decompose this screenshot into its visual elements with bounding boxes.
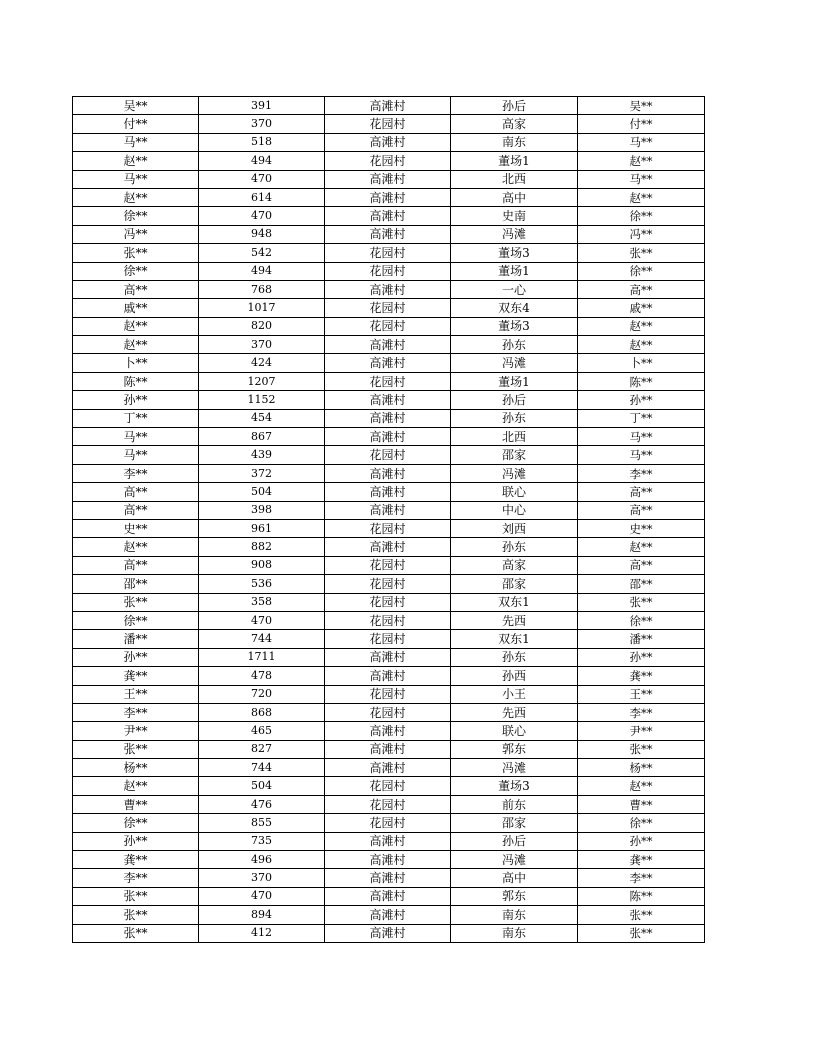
village-cell: 高滩村	[325, 887, 451, 905]
name-cell: 孙**	[73, 391, 199, 409]
village-cell: 高滩村	[325, 133, 451, 151]
table-row	[73, 115, 705, 133]
recipient-cell: 吴**	[578, 97, 705, 115]
amount-cell: 470	[199, 611, 325, 629]
village-cell: 高滩村	[325, 740, 451, 758]
name-cell: 戚**	[73, 299, 199, 317]
amount-cell: 496	[199, 851, 325, 869]
name-cell: 高**	[73, 483, 199, 501]
table-row	[73, 354, 705, 372]
recipient-cell: 赵**	[578, 538, 705, 556]
village-cell: 花园村	[325, 593, 451, 611]
table-row	[73, 170, 705, 188]
table-row	[73, 464, 705, 482]
amount-cell: 412	[199, 924, 325, 942]
group-cell: 先西	[451, 703, 578, 721]
name-cell: 马**	[73, 446, 199, 464]
group-cell: 董场3	[451, 317, 578, 335]
amount-cell: 882	[199, 538, 325, 556]
name-cell: 陈**	[73, 372, 199, 390]
group-cell: 孙后	[451, 97, 578, 115]
recipient-cell: 李**	[578, 869, 705, 887]
amount-cell: 518	[199, 133, 325, 151]
name-cell: 冯**	[73, 225, 199, 243]
amount-cell: 768	[199, 280, 325, 298]
recipient-cell: 高**	[578, 556, 705, 574]
village-cell: 高滩村	[325, 538, 451, 556]
name-cell: 张**	[73, 906, 199, 924]
table-row	[73, 924, 705, 942]
name-cell: 邵**	[73, 575, 199, 593]
recipient-cell: 孙**	[578, 391, 705, 409]
group-cell: 中心	[451, 501, 578, 519]
village-cell: 高滩村	[325, 170, 451, 188]
group-cell: 高中	[451, 869, 578, 887]
recipient-cell: 李**	[578, 703, 705, 721]
recipient-cell: 潘**	[578, 630, 705, 648]
village-cell: 花园村	[325, 446, 451, 464]
recipient-cell: 王**	[578, 685, 705, 703]
name-cell: 赵**	[73, 317, 199, 335]
village-cell: 花园村	[325, 685, 451, 703]
group-cell: 高家	[451, 556, 578, 574]
village-cell: 花园村	[325, 556, 451, 574]
name-cell: 张**	[73, 593, 199, 611]
recipient-cell: 徐**	[578, 207, 705, 225]
amount-cell: 1711	[199, 648, 325, 666]
name-cell: 马**	[73, 428, 199, 446]
recipient-cell: 马**	[578, 170, 705, 188]
table-row	[73, 428, 705, 446]
name-cell: 张**	[73, 887, 199, 905]
village-cell: 高滩村	[325, 280, 451, 298]
group-cell: 冯滩	[451, 354, 578, 372]
recipient-cell: 丁**	[578, 409, 705, 427]
table-row	[73, 648, 705, 666]
amount-cell: 720	[199, 685, 325, 703]
amount-cell: 504	[199, 777, 325, 795]
table-row	[73, 722, 705, 740]
village-cell: 高滩村	[325, 759, 451, 777]
name-cell: 龚**	[73, 667, 199, 685]
name-cell: 高**	[73, 501, 199, 519]
group-cell: 郭东	[451, 887, 578, 905]
group-cell: 高家	[451, 115, 578, 133]
table-row	[73, 538, 705, 556]
name-cell: 孙**	[73, 832, 199, 850]
village-cell: 高滩村	[325, 207, 451, 225]
group-cell: 董场3	[451, 244, 578, 262]
village-cell: 高滩村	[325, 464, 451, 482]
group-cell: 一心	[451, 280, 578, 298]
village-cell: 高滩村	[325, 391, 451, 409]
group-cell: 双东1	[451, 630, 578, 648]
village-cell: 花园村	[325, 814, 451, 832]
recipient-cell: 赵**	[578, 152, 705, 170]
village-cell: 花园村	[325, 244, 451, 262]
table-row	[73, 409, 705, 427]
recipient-cell: 龚**	[578, 667, 705, 685]
table-row	[73, 501, 705, 519]
amount-cell: 494	[199, 262, 325, 280]
group-cell: 史南	[451, 207, 578, 225]
village-cell: 高滩村	[325, 501, 451, 519]
group-cell: 小王	[451, 685, 578, 703]
village-cell: 花园村	[325, 152, 451, 170]
group-cell: 北西	[451, 428, 578, 446]
amount-cell: 820	[199, 317, 325, 335]
group-cell: 邵家	[451, 446, 578, 464]
recipient-cell: 冯**	[578, 225, 705, 243]
group-cell: 董场1	[451, 152, 578, 170]
recipient-cell: 张**	[578, 924, 705, 942]
group-cell: 冯滩	[451, 851, 578, 869]
recipient-cell: 马**	[578, 428, 705, 446]
name-cell: 徐**	[73, 814, 199, 832]
village-cell: 高滩村	[325, 428, 451, 446]
table-row	[73, 133, 705, 151]
name-cell: 张**	[73, 740, 199, 758]
village-cell: 花园村	[325, 611, 451, 629]
village-cell: 花园村	[325, 299, 451, 317]
village-cell: 高滩村	[325, 851, 451, 869]
table-row	[73, 519, 705, 537]
village-cell: 高滩村	[325, 409, 451, 427]
name-cell: 赵**	[73, 152, 199, 170]
recipient-cell: 徐**	[578, 611, 705, 629]
name-cell: 丁**	[73, 409, 199, 427]
amount-cell: 398	[199, 501, 325, 519]
recipient-cell: 曹**	[578, 795, 705, 813]
name-cell: 马**	[73, 133, 199, 151]
recipient-cell: 马**	[578, 446, 705, 464]
table-row	[73, 575, 705, 593]
table-row	[73, 207, 705, 225]
amount-cell: 1017	[199, 299, 325, 317]
recipient-cell: 高**	[578, 501, 705, 519]
amount-cell: 744	[199, 630, 325, 648]
village-cell: 高滩村	[325, 97, 451, 115]
table-row	[73, 703, 705, 721]
amount-cell: 470	[199, 207, 325, 225]
village-cell: 花园村	[325, 519, 451, 537]
name-cell: 赵**	[73, 777, 199, 795]
table-row	[73, 97, 705, 115]
group-cell: 冯滩	[451, 464, 578, 482]
recipient-cell: 陈**	[578, 372, 705, 390]
recipient-cell: 张**	[578, 740, 705, 758]
village-cell: 高滩村	[325, 354, 451, 372]
village-cell: 高滩村	[325, 869, 451, 887]
amount-cell: 470	[199, 887, 325, 905]
name-cell: 赵**	[73, 538, 199, 556]
table-row	[73, 832, 705, 850]
group-cell: 前东	[451, 795, 578, 813]
amount-cell: 894	[199, 906, 325, 924]
amount-cell: 961	[199, 519, 325, 537]
amount-cell: 494	[199, 152, 325, 170]
name-cell: 龚**	[73, 851, 199, 869]
amount-cell: 536	[199, 575, 325, 593]
amount-cell: 370	[199, 869, 325, 887]
name-cell: 张**	[73, 924, 199, 942]
village-cell: 花园村	[325, 317, 451, 335]
village-cell: 高滩村	[325, 483, 451, 501]
group-cell: 联心	[451, 722, 578, 740]
recipient-cell: 戚**	[578, 299, 705, 317]
recipient-cell: 赵**	[578, 188, 705, 206]
group-cell: 先西	[451, 611, 578, 629]
group-cell: 北西	[451, 170, 578, 188]
name-cell: 赵**	[73, 188, 199, 206]
group-cell: 冯滩	[451, 759, 578, 777]
amount-cell: 470	[199, 170, 325, 188]
name-cell: 卜**	[73, 354, 199, 372]
table-row	[73, 280, 705, 298]
group-cell: 刘西	[451, 519, 578, 537]
table-body	[73, 97, 705, 943]
table-row	[73, 611, 705, 629]
recipient-cell: 马**	[578, 133, 705, 151]
table-row	[73, 887, 705, 905]
amount-cell: 948	[199, 225, 325, 243]
amount-cell: 372	[199, 464, 325, 482]
table-row	[73, 851, 705, 869]
recipient-cell: 孙**	[578, 832, 705, 850]
group-cell: 孙东	[451, 648, 578, 666]
table-row	[73, 225, 705, 243]
table-row	[73, 593, 705, 611]
name-cell: 尹**	[73, 722, 199, 740]
village-cell: 花园村	[325, 630, 451, 648]
name-cell: 曹**	[73, 795, 199, 813]
group-cell: 邵家	[451, 575, 578, 593]
group-cell: 联心	[451, 483, 578, 501]
group-cell: 孙后	[451, 832, 578, 850]
village-cell: 高滩村	[325, 906, 451, 924]
name-cell: 吴**	[73, 97, 199, 115]
amount-cell: 465	[199, 722, 325, 740]
recipient-cell: 徐**	[578, 262, 705, 280]
amount-cell: 867	[199, 428, 325, 446]
table-row	[73, 372, 705, 390]
group-cell: 郭东	[451, 740, 578, 758]
name-cell: 张**	[73, 244, 199, 262]
amount-cell: 476	[199, 795, 325, 813]
table-row	[73, 814, 705, 832]
name-cell: 李**	[73, 869, 199, 887]
group-cell: 双东1	[451, 593, 578, 611]
recipient-cell: 付**	[578, 115, 705, 133]
table-row	[73, 777, 705, 795]
recipient-cell: 李**	[578, 464, 705, 482]
recipient-cell: 杨**	[578, 759, 705, 777]
name-cell: 付**	[73, 115, 199, 133]
table-row	[73, 391, 705, 409]
name-cell: 孙**	[73, 648, 199, 666]
group-cell: 孙东	[451, 336, 578, 354]
amount-cell: 1207	[199, 372, 325, 390]
recipient-cell: 卜**	[578, 354, 705, 372]
table-row	[73, 667, 705, 685]
village-cell: 高滩村	[325, 188, 451, 206]
village-cell: 高滩村	[325, 225, 451, 243]
village-cell: 花园村	[325, 575, 451, 593]
recipient-cell: 张**	[578, 244, 705, 262]
amount-cell: 424	[199, 354, 325, 372]
recipient-cell: 史**	[578, 519, 705, 537]
amount-cell: 504	[199, 483, 325, 501]
table-row	[73, 740, 705, 758]
village-cell: 花园村	[325, 777, 451, 795]
name-cell: 马**	[73, 170, 199, 188]
name-cell: 赵**	[73, 336, 199, 354]
recipient-cell: 赵**	[578, 317, 705, 335]
amount-cell: 358	[199, 593, 325, 611]
amount-cell: 454	[199, 409, 325, 427]
amount-cell: 478	[199, 667, 325, 685]
recipient-cell: 高**	[578, 280, 705, 298]
amount-cell: 439	[199, 446, 325, 464]
group-cell: 董场3	[451, 777, 578, 795]
amount-cell: 391	[199, 97, 325, 115]
recipient-cell: 陈**	[578, 887, 705, 905]
group-cell: 冯滩	[451, 225, 578, 243]
table-row	[73, 188, 705, 206]
amount-cell: 1152	[199, 391, 325, 409]
village-cell: 花园村	[325, 703, 451, 721]
village-cell: 高滩村	[325, 667, 451, 685]
amount-cell: 855	[199, 814, 325, 832]
village-cell: 高滩村	[325, 924, 451, 942]
amount-cell: 370	[199, 115, 325, 133]
table-row	[73, 483, 705, 501]
group-cell: 孙后	[451, 391, 578, 409]
table-row	[73, 446, 705, 464]
table-row	[73, 759, 705, 777]
group-cell: 孙东	[451, 538, 578, 556]
name-cell: 徐**	[73, 207, 199, 225]
name-cell: 高**	[73, 280, 199, 298]
village-cell: 高滩村	[325, 648, 451, 666]
group-cell: 董场1	[451, 372, 578, 390]
name-cell: 李**	[73, 464, 199, 482]
amount-cell: 735	[199, 832, 325, 850]
amount-cell: 868	[199, 703, 325, 721]
table-row	[73, 336, 705, 354]
table-row	[73, 795, 705, 813]
amount-cell: 542	[199, 244, 325, 262]
name-cell: 李**	[73, 703, 199, 721]
village-cell: 高滩村	[325, 722, 451, 740]
table-row	[73, 244, 705, 262]
recipient-cell: 徐**	[578, 814, 705, 832]
recipient-cell: 邵**	[578, 575, 705, 593]
recipient-cell: 高**	[578, 483, 705, 501]
table-row	[73, 299, 705, 317]
name-cell: 徐**	[73, 262, 199, 280]
village-cell: 花园村	[325, 795, 451, 813]
table-row	[73, 630, 705, 648]
recipient-cell: 赵**	[578, 336, 705, 354]
table-row	[73, 317, 705, 335]
amount-cell: 614	[199, 188, 325, 206]
group-cell: 董场1	[451, 262, 578, 280]
table-row	[73, 906, 705, 924]
village-cell: 花园村	[325, 262, 451, 280]
amount-cell: 827	[199, 740, 325, 758]
group-cell: 高中	[451, 188, 578, 206]
group-cell: 双东4	[451, 299, 578, 317]
amount-cell: 370	[199, 336, 325, 354]
name-cell: 王**	[73, 685, 199, 703]
name-cell: 徐**	[73, 611, 199, 629]
table-row	[73, 685, 705, 703]
recipient-cell: 赵**	[578, 777, 705, 795]
name-cell: 史**	[73, 519, 199, 537]
amount-cell: 744	[199, 759, 325, 777]
group-cell: 孙西	[451, 667, 578, 685]
recipient-cell: 龚**	[578, 851, 705, 869]
group-cell: 邵家	[451, 814, 578, 832]
table-row	[73, 152, 705, 170]
amount-cell: 908	[199, 556, 325, 574]
recipient-cell: 孙**	[578, 648, 705, 666]
name-cell: 潘**	[73, 630, 199, 648]
village-cell: 高滩村	[325, 336, 451, 354]
table-row	[73, 869, 705, 887]
name-cell: 杨**	[73, 759, 199, 777]
recipient-cell: 尹**	[578, 722, 705, 740]
recipient-cell: 张**	[578, 906, 705, 924]
group-cell: 孙东	[451, 409, 578, 427]
group-cell: 南东	[451, 906, 578, 924]
recipient-cell: 张**	[578, 593, 705, 611]
village-cell: 花园村	[325, 115, 451, 133]
group-cell: 南东	[451, 924, 578, 942]
table-row	[73, 556, 705, 574]
table-row	[73, 262, 705, 280]
name-cell: 高**	[73, 556, 199, 574]
village-cell: 高滩村	[325, 832, 451, 850]
group-cell: 南东	[451, 133, 578, 151]
data-table	[72, 96, 705, 943]
village-cell: 花园村	[325, 372, 451, 390]
